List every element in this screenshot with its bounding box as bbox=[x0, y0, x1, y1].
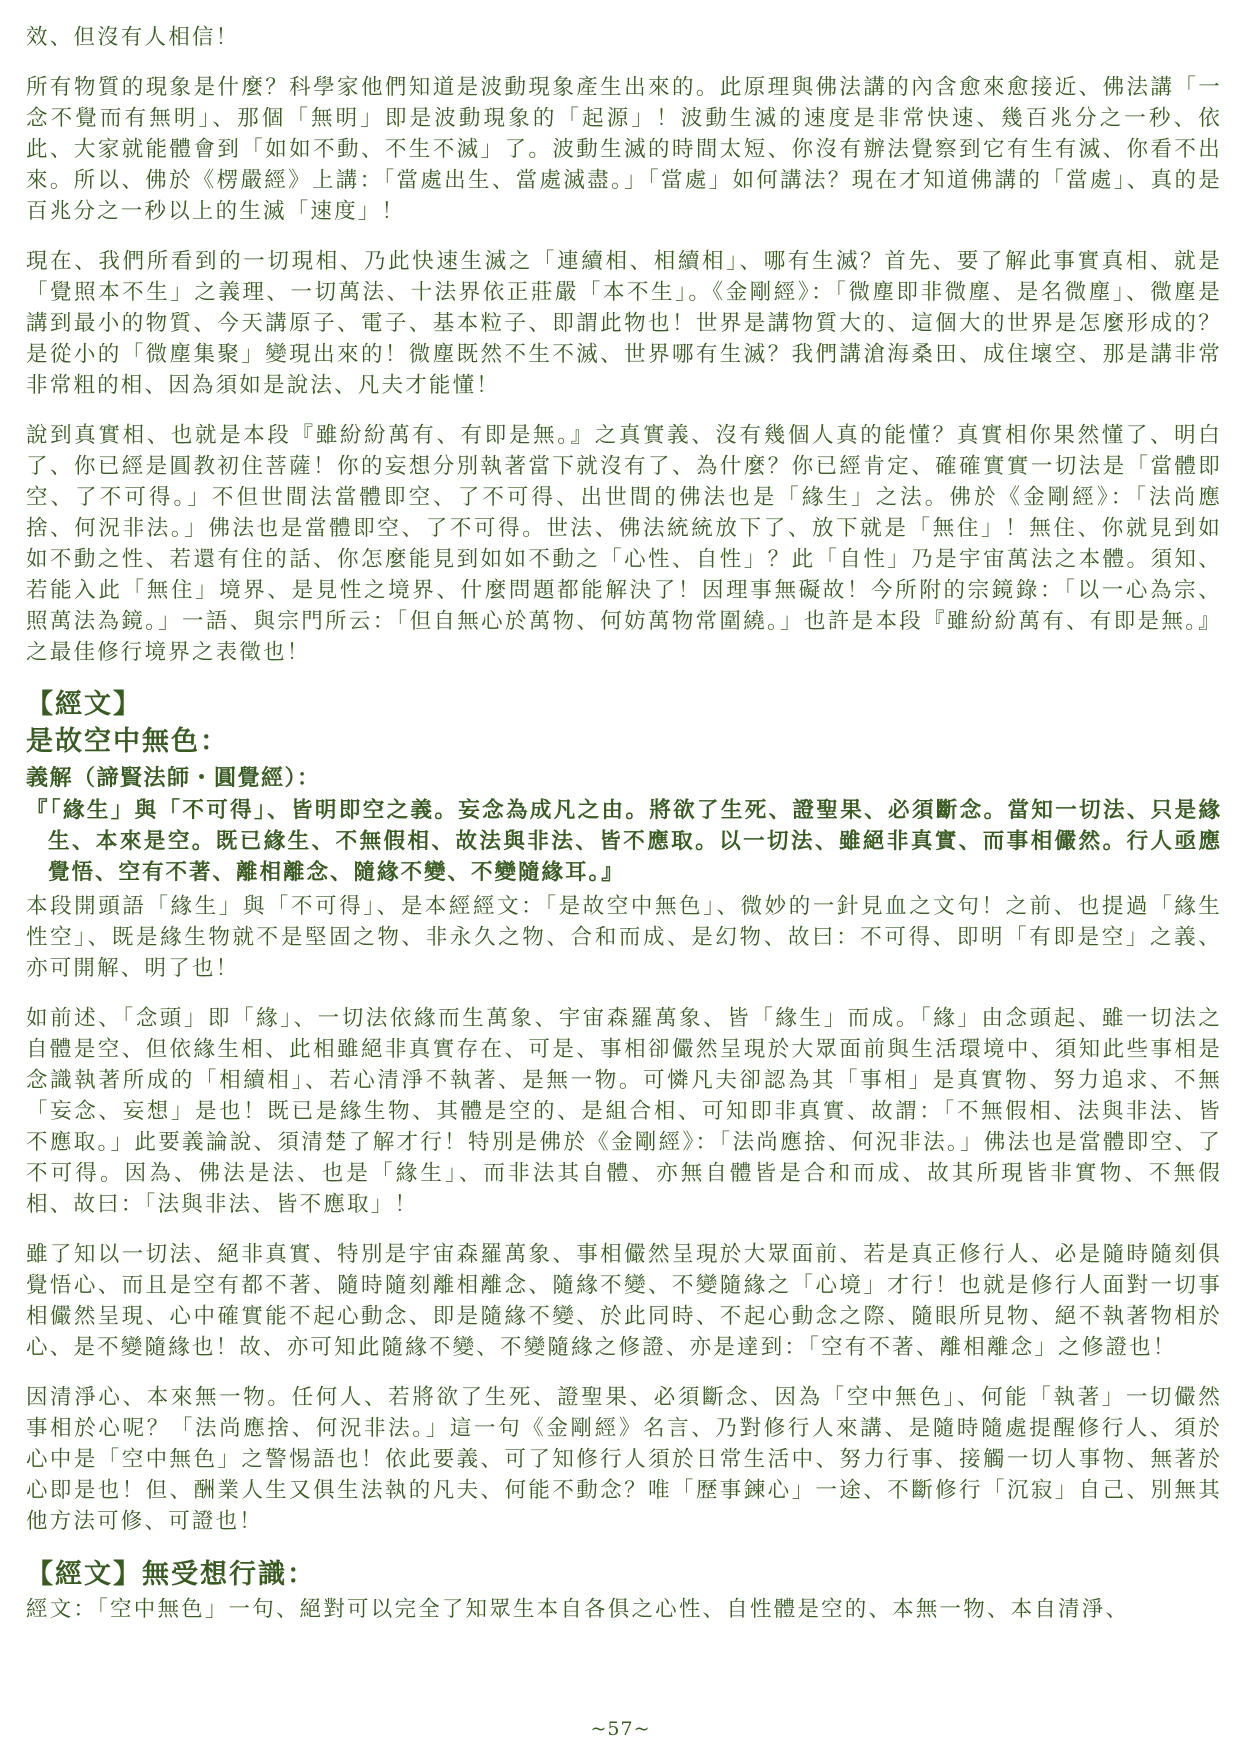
paragraph-5: 本段開頭語「緣生」與「不可得」、是本經經文：「是故空中無色」、微妙的一針見血之文句！之前、也提過「緣生性空」、既是緣生物就不是堅固之物、非永久之物、合和而成、是幻物、故曰：不可得、即明「有即是空」之義、亦可開解、明了也！ bbox=[26, 894, 1222, 981]
sutra-line: 是故空中無色： bbox=[26, 726, 229, 757]
section-heading-sutra: 【經文】 bbox=[26, 689, 142, 720]
section-heading-sutra-2: 【經文】無受想行識： bbox=[26, 1559, 316, 1590]
paragraph-8: 因清淨心、本來無一物。任何人、若將欲了生死、證聖果、必須斷念、因為「空中無色」、何能「執著」一切儼然事相於心呢？「法尚應捨、何況非法。」這一句《金剛經》名言、乃對修行人來講、是隨時隨處提醒修行人、須於心中是「空中無色」之警惕語也！依此要義、可了知修行人須於日常生活中、努力行事、接觸一切人事物、無著於心即是也！但、酬業人生又俱生法執的凡夫、何能不動念？唯「歷事鍊心」一途、不斷修行「沉寂」自己、別無其他方法可修、可證也！ bbox=[26, 1385, 1222, 1534]
commentary-label: 義解（諦賢法師・圓覺經）： bbox=[26, 765, 321, 791]
page-content bbox=[26, 22, 1222, 1644]
paragraph-7: 雖了知以一切法、絕非真實、特別是宇宙森羅萬象、事相儼然呈現於大眾面前、若是真正修行人、必是隨時隨刻俱覺悟心、而且是空有都不著、隨時隨刻離相離念、隨緣不變、不變隨緣之「心境」才行！也就是修行人面對一切事相儼然呈現、心中確實能不起心動念、即是隨緣不變、於此同時、不起心動念之際、隨眼所見物、絕不執著物相於心、是不變隨緣也！故、亦可知此隨緣不變、不變隨緣之修證、亦是達到：「空有不著、離相離念」之修證也！ bbox=[26, 1242, 1222, 1360]
paragraph-1: 效、但沒有人相信！ bbox=[26, 25, 240, 50]
paragraph-2: 所有物質的現象是什麼？科學家他們知道是波動現象產生出來的。此原理與佛法講的內含愈來愈接近、佛法講「一念不覺而有無明」、那個「無明」即是波動現象的「起源」！波動生滅的速度是非常快速、幾百兆分之一秒、依此、大家就能體會到「如如不動、不生不滅」了。波動生滅的時間太短、你沒有辦法覺察到它有生有滅、你看不出來。所以、佛於《楞嚴經》上講：「當處出生、當處滅盡。」「當處」如何講法？現在才知道佛講的「當處」、真的是百兆分之一秒以上的生滅「速度」！ bbox=[26, 75, 1222, 224]
paragraph-6: 如前述、「念頭」即「緣」、一切法依緣而生萬象、宇宙森羅萬象、皆「緣生」而成。「緣」由念頭起、雖一切法之自體是空、但依緣生相、此相雖絕非真實存在、可是、事相卻儼然呈現於大眾面前與生活環境中、須知此些事相是念識執著所成的「相續相」、若心清淨不執著、是無一物。可憐凡夫卻認為其「事相」是真實物、努力追求、不無「妄念、妄想」是也！既已是緣生物、其體是空的、是組合相、可知即非真實、故謂：「不無假相、法與非法、皆不應取。」此要義論說、須清楚了解才行！特別是佛於《金剛經》：「法尚應捨、何況非法。」佛法也是當體即空、了不可得。因為、佛法是法、也是「緣生」、而非法其自體、亦無自體皆是合和而成、故其所現皆非實物、不無假相、故曰：「法與非法、皆不應取」！ bbox=[26, 1006, 1222, 1217]
page-number: ~57~ bbox=[590, 1718, 651, 1740]
commentary-quote: 『「緣生」與「不可得」、皆明即空之義。妄念為成凡之由。將欲了生死、證聖果、必須斷念。當知一切法、只是緣生、本來是空。既已緣生、不無假相、故法與非法、皆不應取。以一切法、雖絕非真實、而事相儼然。行人亟應覺悟、空有不著、離相離念、隨緣不變、不變隨緣耳。』 bbox=[26, 798, 1222, 885]
paragraph-9: 經文：「空中無色」一句、絕對可以完全了知眾生本自各俱之心性、自性體是空的、本無一物、本自清淨、 bbox=[26, 1597, 1130, 1622]
paragraph-4: 說到真實相、也就是本段『雖紛紛萬有、有即是無。』之真實義、沒有幾個人真的能懂？真實相你果然懂了、明白了、你已經是圓教初住菩薩！你的妄想分別執著當下就沒有了、為什麼？你已經肯定、確確實實一切法是「當體即空、了不可得。」不但世間法當體即空、了不可得、出世間的佛法也是「緣生」之法。佛於《金剛經》：「法尚應捨、何況非法。」佛法也是當體即空、了不可得。世法、佛法統統放下了、放下就是「無住」！無住、你就見到如如不動之性、若還有住的話、你怎麼能見到如如不動之「心性、自性」？此「自性」乃是宇宙萬法之本體。須知、若能入此「無住」境界、是見性之境界、什麼問題都能解決了！因理事無礙故！今所附的宗鏡錄：「以一心為宗、照萬法為鏡。」一語、與宗門所云：「但自無心於萬物、何妨萬物常圍繞。」也許是本段『雖紛紛萬有、有即是無。』之最佳修行境界之表徵也！ bbox=[26, 423, 1222, 665]
paragraph-3: 現在、我們所看到的一切現相、乃此快速生滅之「連續相、相續相」、哪有生滅？首先、要了解此事實真相、就是「覺照本不生」之義理、一切萬法、十法界依正莊嚴「本不生」。《金剛經》：「微塵即非微塵、是名微塵」、微塵是講到最小的物質、今天講原子、電子、基本粒子、即謂此物也！世界是講物質大的、這個大的世界是怎麼形成的？是從小的「微塵集聚」變現出來的！微塵既然不生不滅、世界哪有生滅？我們講滄海桑田、成住壞空、那是講非常非常粗的相、因為須如是說法、凡夫才能懂！ bbox=[26, 249, 1222, 398]
